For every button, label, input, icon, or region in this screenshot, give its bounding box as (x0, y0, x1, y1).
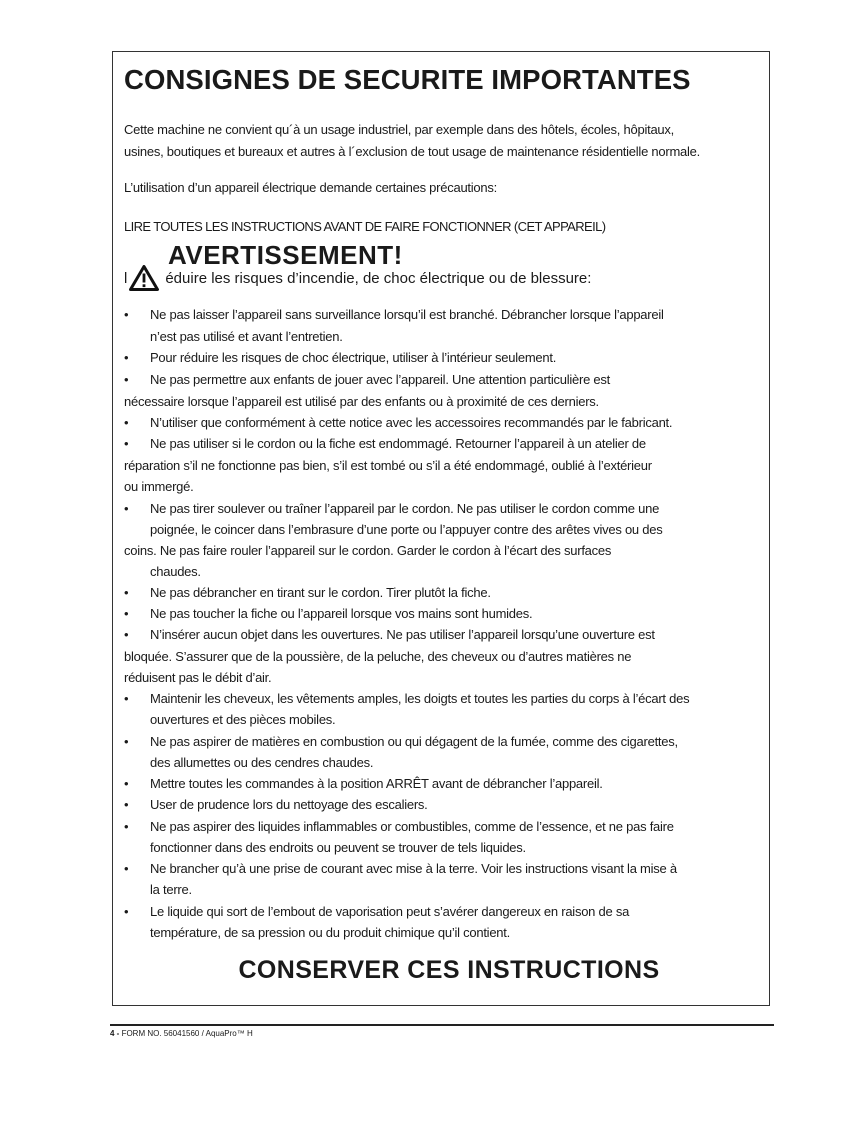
bullet-line: Ne pas débrancher en tirant sur le cordon. Tirer plutôt la fiche. (150, 585, 491, 600)
warning-lead: l (124, 269, 128, 287)
bullet-marker: • (124, 691, 129, 706)
bullet-line: User de prudence lors du nettoyage des escaliers. (150, 797, 428, 812)
bullet-marker: • (124, 436, 129, 451)
footer (110, 1029, 253, 1038)
bullet-line: réparation s’il ne fonctionne pas bien, s’il est tombé ou s’il a été endommagé, oublié à l’extérieur (124, 458, 652, 473)
bullet-marker: • (124, 904, 129, 919)
bullet-marker: • (124, 307, 129, 322)
bullet-line: Ne pas aspirer des liquides inflammables or combustibles, comme de l’essence, et ne pas faire (150, 819, 674, 834)
bullet-marker: • (124, 415, 129, 430)
bullet-line: température, de sa pression ou du produit chimique qu’il contient. (150, 925, 510, 940)
bullet-line: Mettre toutes les commandes à la position ARRÊT avant de débrancher l’appareil. (150, 776, 603, 791)
bullet-marker: • (124, 776, 129, 791)
bullet-line: Ne brancher qu’à une prise de courant avec mise à la terre. Voir les instructions visant la mise à (150, 861, 677, 876)
bullet-line: Maintenir les cheveux, les vêtements amples, les doigts et toutes les parties du corps à l’écart des (150, 691, 690, 706)
bullet-line: des allumettes ou des cendres chaudes. (150, 755, 374, 770)
bullet-line: Ne pas permettre aux enfants de jouer avec l’appareil. Une attention particulière est (150, 372, 611, 387)
bullet-line: la terre. (150, 882, 192, 897)
bullet-line: ouvertures et des pièces mobiles. (150, 712, 336, 727)
bullet-marker: • (124, 797, 129, 812)
warning-triangle-icon (129, 265, 159, 291)
bullet-line: Ne pas aspirer de matières en combustion ou qui dégagent de la fumée, comme des cigarettes, (150, 734, 678, 749)
bullet-line: Ne pas tirer soulever ou traîner l’appareil par le cordon. Ne pas utiliser le cordon comme une (150, 501, 660, 516)
footer-divider (110, 1024, 774, 1026)
bullet-line: chaudes. (150, 564, 201, 579)
bullet-marker: • (124, 627, 129, 642)
warning-line (124, 264, 591, 292)
warning-text: éduire les risques d’incendie, de choc électrique ou de blessure: (165, 269, 592, 287)
bullet-marker: • (124, 734, 129, 749)
bullet-marker: • (124, 819, 129, 834)
bullet-line: Pour réduire les risques de choc électrique, utiliser à l’intérieur seulement. (150, 350, 557, 365)
bullet-line: Le liquide qui sort de l’embout de vaporisation peut s’avérer dangereux en raison de sa (150, 904, 630, 919)
bullet-line: Ne pas laisser l’appareil sans surveillance lorsqu’il est branché. Débrancher lorsque l’appareil (150, 307, 664, 322)
bullet-line: Ne pas utiliser si le cordon ou la fiche est endommagé. Retourner l’appareil à un atelier de (150, 436, 646, 451)
page-title: CONSIGNES DE SECURITE IMPORTANTES (124, 64, 691, 95)
bullet-line: réduisent pas le débit d’air. (124, 670, 272, 685)
bullet-marker: • (124, 585, 129, 600)
intro-line-1: Cette machine ne convient qu´à un usage industriel, par exemple dans des hôtels, écoles, hôpitaux, (124, 122, 675, 137)
intro-line-2: usines, boutiques et bureaux et autres à l´exclusion de tout usage de maintenance résidentielle normale. (124, 144, 700, 159)
bullet-line: N’insérer aucun objet dans les ouvertures. Ne pas utiliser l’appareil lorsqu’une ouverture est (150, 627, 655, 642)
bullet-marker: • (124, 501, 129, 516)
bullet-line: fonctionner dans des endroits ou peuvent se trouver de tels liquides. (150, 840, 526, 855)
footer-page-number: 4 - (110, 1029, 120, 1038)
bullet-line: coins. Ne pas faire rouler l’appareil sur le cordon. Garder le cordon à l’écart des surfaces (124, 543, 612, 558)
bullet-line: nécessaire lorsque l’appareil est utilisé par des enfants ou à proximité de ces derniers. (124, 394, 599, 409)
bullet-marker: • (124, 861, 129, 876)
bullet-marker: • (124, 606, 129, 621)
read-all-instructions: LIRE TOUTES LES INSTRUCTIONS AVANT DE FAIRE FONCTIONNER (CET APPAREIL) (124, 219, 606, 234)
bullet-marker: • (124, 350, 129, 365)
bullet-line: n’est pas utilisé et avant l’entretien. (150, 329, 343, 344)
footer-form-number: FORM NO. 56041560 / AquaPro™ H (119, 1029, 253, 1038)
save-instructions-heading: CONSERVER CES INSTRUCTIONS (238, 956, 660, 984)
bullet-line: Ne pas toucher la fiche ou l’appareil lorsque vos mains sont humides. (150, 606, 533, 621)
bullet-marker: • (124, 372, 129, 387)
warning-title: AVERTISSEMENT! (168, 240, 403, 270)
bullet-line: poignée, le coincer dans l’embrasure d’une porte ou l’appuyer contre des arêtes vives ou des (150, 522, 663, 537)
bullet-line: bloquée. S’assurer que de la poussière, de la peluche, des cheveux ou d’autres matières ne (124, 649, 632, 664)
bullet-line: ou immergé. (124, 479, 194, 494)
bullet-line: N’utiliser que conformément à cette notice avec les accessoires recommandés par le fabricant. (150, 415, 673, 430)
precautions-text: L’utilisation d’un appareil électrique demande certaines précautions: (124, 180, 497, 195)
